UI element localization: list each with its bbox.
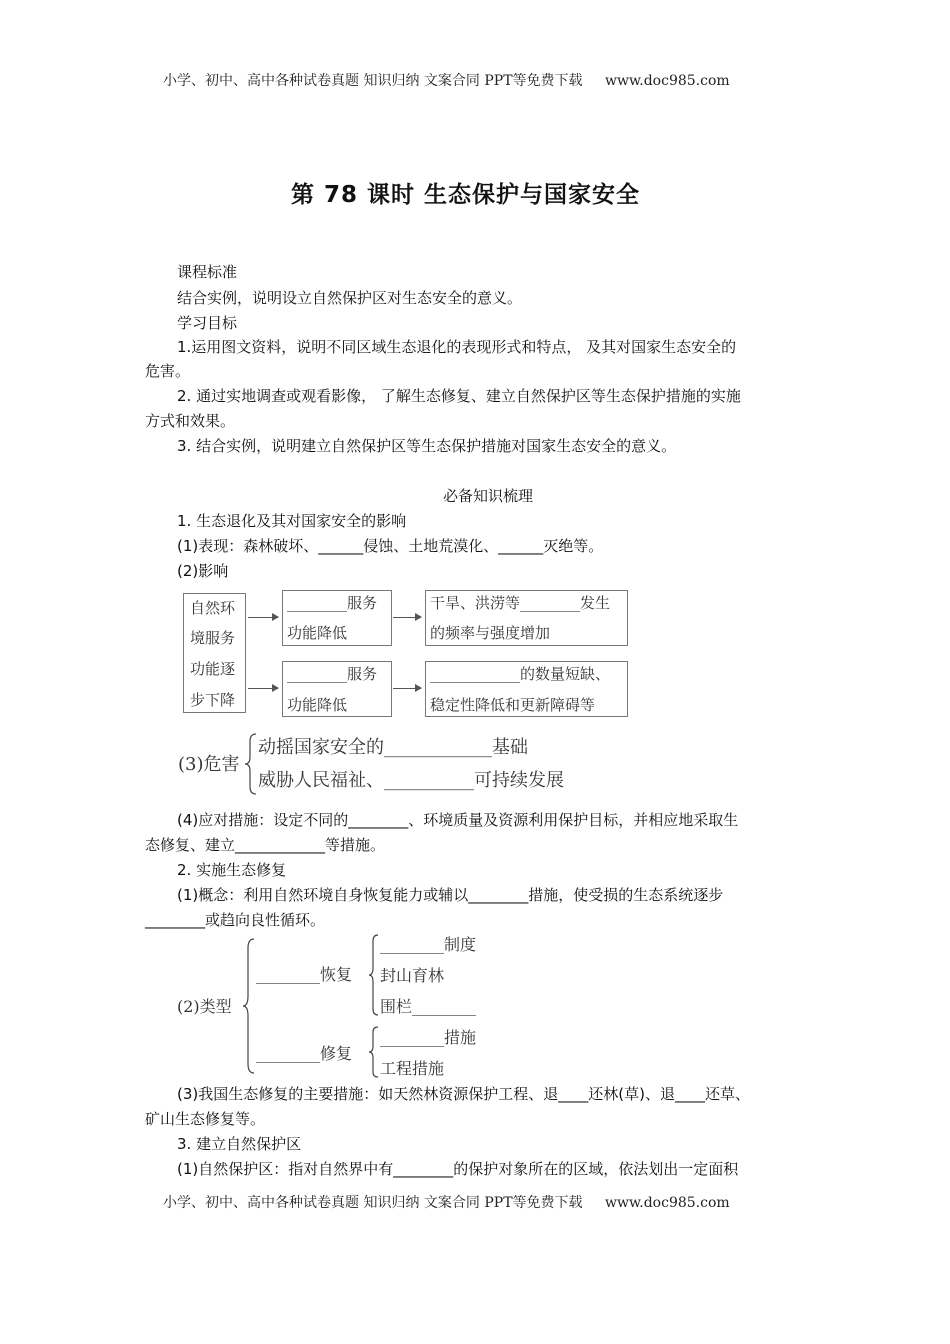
- box3-line1: ________服务: [287, 665, 378, 683]
- footer-text: 小学、初中、高中各种试卷真题 知识归纳 文案合同 PPT等免费下载: [163, 1195, 583, 1211]
- s2-p3-line2: 矿山生态修复等。: [145, 1110, 266, 1128]
- goal-1-line2: 危害。: [145, 362, 191, 380]
- repair-brace: [368, 1026, 380, 1078]
- box4-line1: ____________的数量短缺、: [430, 665, 611, 683]
- goal-1-line1: 1.运用图文资料，说明不同区域生态退化的表现形式和特点， 及其对国家生态安全的: [177, 338, 737, 356]
- s2-heading: 2. 实施生态修复: [177, 861, 287, 879]
- s3-p1: (1)自然保护区：指对自然界中有________的保护对象所在的区域，依法划出一定面积: [177, 1160, 739, 1178]
- repair-item-1: ________措施: [380, 1028, 477, 1047]
- repair-item-2: 工程措施: [380, 1059, 445, 1078]
- standard-text: 结合实例，说明设立自然保护区对生态安全的意义。: [177, 289, 523, 307]
- box1-line2: 功能降低: [287, 624, 348, 642]
- box1-line1: ________服务: [287, 594, 378, 612]
- box4-line2: 稳定性降低和更新障碍等: [430, 696, 596, 714]
- restore-item-2: 封山育林: [380, 966, 445, 985]
- diagram-left-line1: 自然环: [190, 599, 236, 617]
- s2-p3-line1: (3)我国生态修复的主要措施：如天然林资源保护工程、退____还林(草)、退____还草、: [177, 1085, 750, 1103]
- goal-3: 3. 结合实例，说明建立自然保护区等生态保护措施对国家生态安全的意义。: [177, 437, 677, 455]
- box2-line1: 干旱、洪涝等________发生: [430, 594, 611, 612]
- restore-type: ________恢复: [256, 965, 353, 984]
- diagram-left-line2: 境服务: [190, 629, 236, 647]
- restore-brace: [368, 934, 380, 1016]
- diagram-left-line3: 功能逐: [190, 660, 236, 678]
- harm-brace: [244, 733, 258, 795]
- repair-type: ________修复: [256, 1044, 353, 1063]
- header-site: www.doc985.com: [604, 73, 730, 89]
- harm-label: (3)危害: [178, 754, 240, 775]
- goal-2-line2: 方式和效果。: [145, 412, 236, 430]
- page-header: [163, 70, 730, 90]
- diagram-left-line4: 步下降: [190, 691, 236, 709]
- page-title: 第 78 课时 生态保护与国家安全: [291, 182, 641, 208]
- harm-line1: 动摇国家安全的____________基础: [258, 737, 528, 758]
- arrow-3: [393, 617, 421, 618]
- s1-p2: (2)影响: [177, 562, 229, 580]
- box3-line2: 功能降低: [287, 696, 348, 714]
- s2-p1-line1: (1)概念：利用自然环境自身恢复能力或辅以________措施，使受损的生态系统逐步: [177, 886, 724, 904]
- s1-p1: (1)表现：森林破坏、______侵蚀、土地荒漠化、______灭绝等。: [177, 537, 604, 555]
- arrow-4: [393, 688, 421, 689]
- types-brace-outer: [242, 938, 256, 1074]
- section-title: 必备知识梳理: [443, 487, 534, 505]
- restore-item-1: ________制度: [380, 935, 477, 954]
- s2-p1-line2: ________或趋向良性循环。: [145, 911, 326, 929]
- arrow-1: [248, 617, 278, 618]
- goals-heading: 学习目标: [177, 314, 238, 332]
- arrow-2: [248, 688, 278, 689]
- s1-heading: 1. 生态退化及其对国家安全的影响: [177, 512, 407, 530]
- page-footer: [163, 1192, 730, 1212]
- standard-heading: 课程标准: [177, 263, 238, 281]
- restore-item-3: 围栏________: [380, 997, 477, 1016]
- box2-line2: 的频率与强度增加: [430, 624, 551, 642]
- types-label: (2)类型: [177, 997, 232, 1016]
- s1-p4-line2: 态修复、建立____________等措施。: [145, 836, 386, 854]
- goal-2-line1: 2. 通过实地调查或观看影像， 了解生态修复、建立自然保护区等生态保护措施的实施: [177, 387, 741, 405]
- s1-p4-line1: (4)应对措施：设定不同的________、环境质量及资源利用保护目标，并相应地采取生: [177, 811, 739, 829]
- harm-line2: 威胁人民福祉、__________可持续发展: [258, 770, 564, 791]
- footer-site: www.doc985.com: [604, 1195, 730, 1211]
- header-text: 小学、初中、高中各种试卷真题 知识归纳 文案合同 PPT等免费下载: [163, 73, 583, 89]
- s3-heading: 3. 建立自然保护区: [177, 1135, 302, 1153]
